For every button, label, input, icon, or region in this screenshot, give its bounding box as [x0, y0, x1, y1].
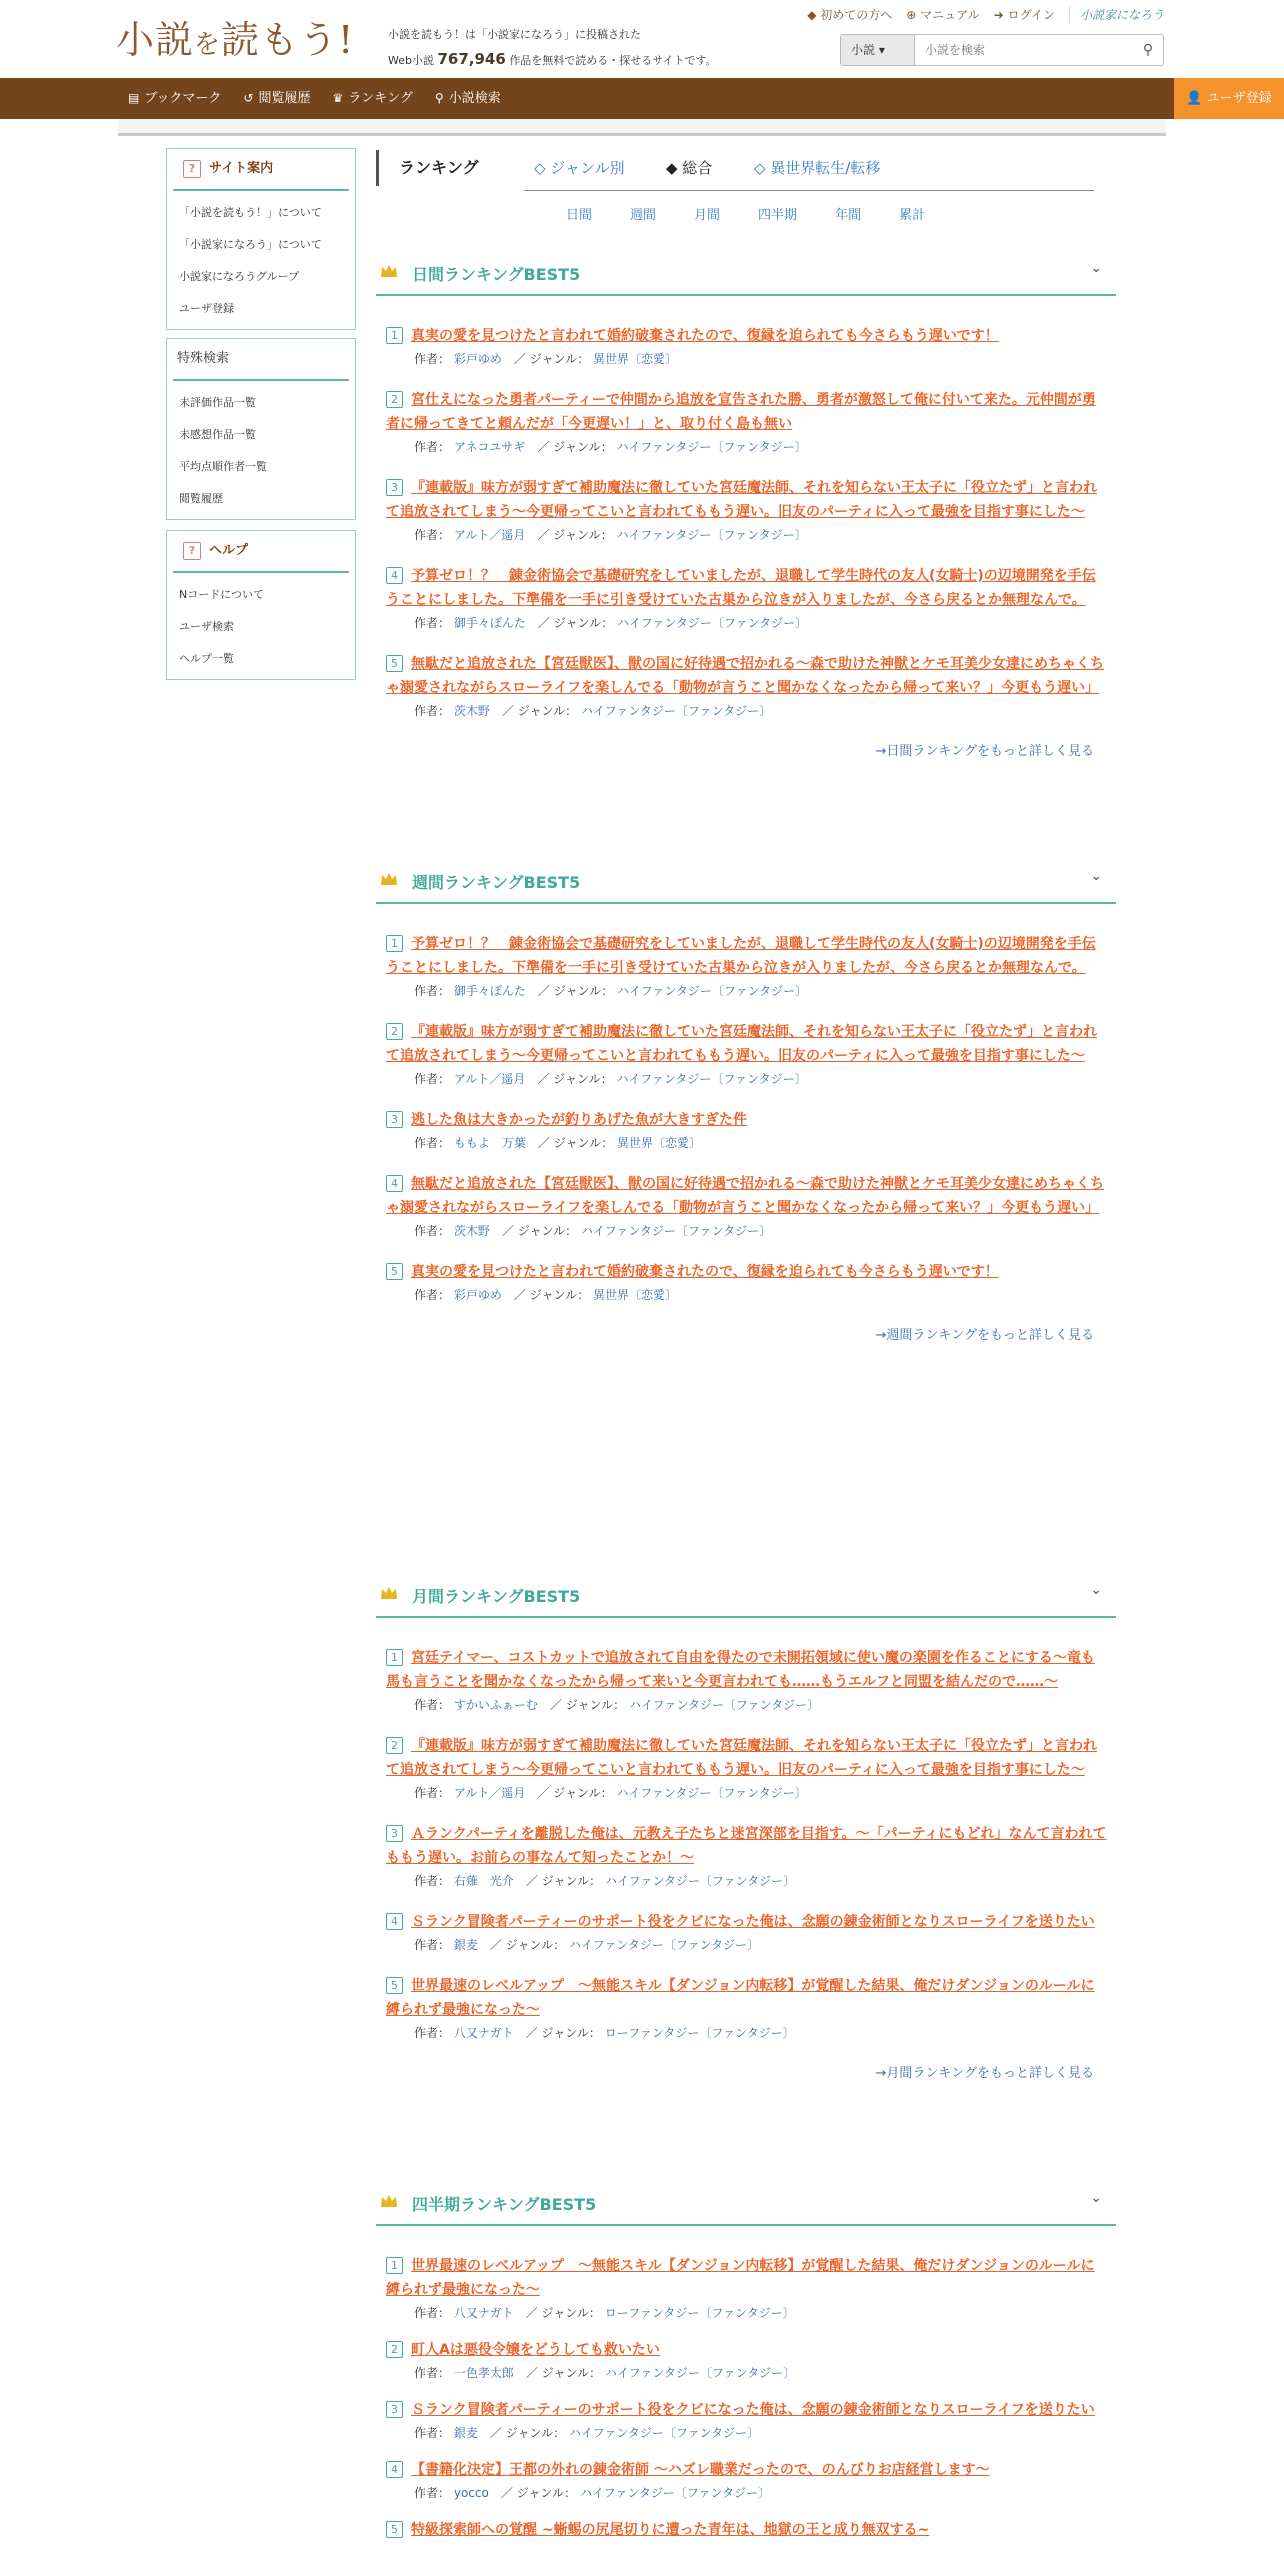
- section-title: 週間ランキングBEST5: [412, 873, 581, 892]
- rank-number: 3: [386, 1825, 403, 1842]
- ranking-entry: [386, 564, 1108, 634]
- period-tab-monthly[interactable]: 月間: [694, 208, 721, 223]
- ranking-entry: [386, 932, 1108, 1002]
- author-link[interactable]: 銀麦: [453, 1938, 478, 1952]
- history-icon: ↺: [243, 91, 254, 105]
- genre-link[interactable]: ハイファンタジー〔ファンタジー〕: [616, 616, 808, 630]
- question-icon: ?: [183, 160, 201, 178]
- sidebar-help: [166, 530, 356, 680]
- author-link[interactable]: アルト／遥月: [453, 528, 526, 542]
- entry-meta: 作者： 彩戸ゆめ ／ ジャンル： 異世界〔恋愛〕: [414, 352, 677, 366]
- entry-meta: 作者： ももよ 万葉 ／ ジャンル： 異世界〔恋愛〕: [414, 1136, 701, 1150]
- tab-isekai[interactable]: ◇ 異世界転生/転移: [754, 159, 881, 177]
- ranking-entry: [386, 1260, 1108, 1306]
- section-header[interactable]: [376, 1576, 1116, 1618]
- author-link[interactable]: 彩戸ゆめ: [453, 352, 502, 366]
- entry-meta: 作者： 銀麦 ／ ジャンル： ハイファンタジー〔ファンタジー〕: [414, 2426, 760, 2440]
- author-link[interactable]: 右薙 光介: [453, 1874, 514, 1888]
- top-links: [807, 6, 1164, 23]
- sidebar-item-user-register[interactable]: ユーザ登録: [179, 302, 234, 315]
- entry-meta: 作者： 八又ナガト ／ ジャンル： ローファンタジー〔ファンタジー〕: [414, 2306, 795, 2320]
- rank-number: 4: [386, 2461, 403, 2478]
- ranking-tabs: [376, 150, 1094, 192]
- entry-meta: 作者： 右薙 光介 ／ ジャンル： ハイファンタジー〔ファンタジー〕: [414, 1874, 796, 1888]
- crown-icon: [380, 1586, 398, 1600]
- rank-number: 3: [386, 1111, 403, 1128]
- novel-title-link[interactable]: 1 予算ゼロ！？ 錬金術協会で基礎研究をしていましたが、退職して学生時代の友人(女騎士)の辺境開発を手伝うことにしました。下準備を一手に引き受けていた古巣から泣きが入りましたが、今さら戻るとか無理なんで。: [386, 936, 1096, 976]
- more-ranking-link[interactable]: →週間ランキングをもっと詳しく見る: [875, 1328, 1094, 1343]
- sidebar-site-guide: [166, 148, 356, 330]
- author-link[interactable]: 茨木野: [453, 704, 490, 718]
- ranking-entry: [386, 324, 1108, 370]
- sidebar-item-help-list[interactable]: ヘルプ一覧: [179, 652, 234, 665]
- author-link[interactable]: 一色孝太郎: [453, 2366, 514, 2380]
- genre-link[interactable]: ハイファンタジー〔ファンタジー〕: [616, 984, 808, 998]
- sidebar-item-ncode[interactable]: Nコードについて: [179, 588, 265, 601]
- ranking-section-daily: [376, 254, 1116, 759]
- novel-title-link[interactable]: 2 町人Aは悪役令嬢をどうしても救いたい: [386, 2338, 1108, 2362]
- period-tab-total[interactable]: 累計: [899, 208, 926, 223]
- entry-meta: 作者： 銀麦 ／ ジャンル： ハイファンタジー〔ファンタジー〕: [414, 1938, 760, 1952]
- genre-link[interactable]: ローファンタジー〔ファンタジー〕: [604, 2306, 795, 2320]
- ranking-entry: [386, 2458, 1108, 2504]
- sidebar-special-search: [166, 338, 356, 520]
- genre-link[interactable]: ハイファンタジー〔ファンタジー〕: [604, 1874, 796, 1888]
- genre-link[interactable]: 異世界〔恋愛〕: [592, 352, 677, 366]
- entry-meta: 作者： yocco ／ ジャンル： ハイファンタジー〔ファンタジー〕: [414, 2486, 771, 2500]
- chevron-down-icon[interactable]: ⌄: [1090, 868, 1102, 884]
- author-link[interactable]: アネコユサギ: [453, 440, 526, 454]
- sidebar-item-about-narou[interactable]: 「小説家になろう」について: [179, 238, 322, 251]
- rank-number: 1: [386, 2257, 403, 2274]
- nav-bar: [0, 78, 1284, 119]
- search-input[interactable]: [915, 35, 1133, 65]
- rank-number: 5: [386, 1263, 403, 1280]
- novel-title-link[interactable]: 1 世界最速のレベルアップ ～無能スキル【ダンジョン内転移】が覚醒した結果、俺だけダンジョンのルールに縛られず最強になった～: [386, 2258, 1095, 2298]
- bookmark-icon: ▤: [128, 91, 140, 105]
- nav-bookmark[interactable]: ▤ ブックマーク: [128, 91, 222, 106]
- author-link[interactable]: 御手々ぽんた: [453, 984, 526, 998]
- sidebar-item-unrated[interactable]: 未評価作品一覧: [179, 396, 256, 409]
- rank-number: 3: [386, 2401, 403, 2418]
- entry-meta: 作者： アネコユサギ ／ ジャンル： ハイファンタジー〔ファンタジー〕: [414, 440, 807, 454]
- site-header: [0, 0, 1284, 78]
- genre-link[interactable]: ローファンタジー〔ファンタジー〕: [604, 2026, 795, 2040]
- rank-number: 1: [386, 327, 403, 344]
- more-ranking-link[interactable]: →日間ランキングをもっと詳しく見る: [875, 744, 1094, 759]
- section-title: 四半期ランキングBEST5: [412, 2195, 597, 2214]
- period-tab-yearly[interactable]: 年間: [835, 208, 862, 223]
- author-link[interactable]: アルト／遥月: [453, 1072, 526, 1086]
- novel-title-link[interactable]: 3 Ａランクパーティを離脱した俺は、元教え子たちと迷宮深部を目指す。～「パーティにもどれ」なんて言われてももう遅い。お前らの事なんて知ったことか！～: [386, 1826, 1107, 1866]
- crown-icon: ♛: [332, 91, 344, 105]
- section-title: 日間ランキングBEST5: [412, 265, 581, 284]
- sidebar-item-narou-group[interactable]: 小説家になろうグループ: [179, 270, 300, 283]
- novel-count: 767,946: [437, 50, 506, 68]
- author-link[interactable]: ももよ 万葉: [453, 1136, 526, 1150]
- ranking-section-weekly: [376, 862, 1116, 1343]
- entry-meta: 作者： 茨木野 ／ ジャンル： ハイファンタジー〔ファンタジー〕: [414, 704, 772, 718]
- genre-link[interactable]: ハイファンタジー〔ファンタジー〕: [616, 528, 807, 542]
- novel-title-link[interactable]: 1 宮廷テイマー、コストカットで追放されて自由を得たので未開拓領域に使い魔の楽園を作ることにする～竜も馬も言うことを聞かなくなったから帰って来いと今更言われても……もうエルフと同盟を結んだので……～: [386, 1650, 1095, 1690]
- chevron-down-icon[interactable]: ⌄: [1090, 2190, 1102, 2206]
- beginner-link[interactable]: ◆ 初めての方へ: [807, 8, 893, 22]
- question-icon: ?: [183, 542, 201, 560]
- entry-meta: 作者： アルト／遥月 ／ ジャンル： ハイファンタジー〔ファンタジー〕: [414, 1786, 807, 1800]
- ranking-entry: [386, 652, 1108, 722]
- ranking-section-quarterly: [376, 2184, 1116, 2556]
- section-title: 月間ランキングBEST5: [412, 1587, 581, 1606]
- ranking-entry: [386, 2518, 1108, 2542]
- entry-meta: 作者： アルト／遥月 ／ ジャンル： ハイファンタジー〔ファンタジー〕: [414, 528, 807, 542]
- ranking-entry: [386, 2398, 1108, 2444]
- rank-number: 3: [386, 479, 403, 496]
- author-link[interactable]: 彩戸ゆめ: [453, 1288, 502, 1302]
- tab-genre[interactable]: ◇ ジャンル別: [534, 159, 625, 177]
- rank-number: 5: [386, 655, 403, 672]
- genre-link[interactable]: ハイファンタジー〔ファンタジー〕: [579, 2486, 771, 2500]
- rank-number: 2: [386, 1023, 403, 1040]
- author-link[interactable]: すかいふぁーむ: [453, 1698, 538, 1712]
- period-tab-weekly[interactable]: 週間: [630, 208, 657, 223]
- more-ranking-link[interactable]: →月間ランキングをもっと詳しく見る: [875, 2066, 1094, 2081]
- genre-link[interactable]: ハイファンタジー〔ファンタジー〕: [616, 1072, 807, 1086]
- section-header[interactable]: [376, 2184, 1116, 2226]
- novel-title-link[interactable]: 5 真実の愛を見つけたと言われて婚約破棄されたので、復縁を迫られても今さらもう遅いです！: [386, 1260, 1108, 1284]
- novel-title-link[interactable]: 3 逃した魚は大きかったが釣りあげた魚が大きすぎた件: [386, 1108, 1108, 1132]
- ranking-entry: [386, 1974, 1108, 2044]
- tab-total[interactable]: ◆ 総合: [666, 159, 713, 177]
- ranking-entry: [386, 1822, 1108, 1892]
- genre-link[interactable]: 異世界〔恋愛〕: [616, 1136, 701, 1150]
- novel-title-link[interactable]: 5 特級探索師への覚醒 ~蜥蜴の尻尾切りに遭った青年は、地獄の王と成り無双する~: [386, 2518, 1108, 2542]
- rank-number: 1: [386, 935, 403, 952]
- novel-title-link[interactable]: 5 無駄だと追放された【宮廷獣医】、獣の国に好待遇で招かれる～森で助けた神獣とケモ耳美少女達にめちゃくちゃ溺愛されながらスローライフを楽しんでる「動物が言うこと聞かなくなったから帰って来い？」今更もう遅い」: [386, 656, 1104, 696]
- author-link[interactable]: 八又ナガト: [453, 2026, 514, 2040]
- genre-link[interactable]: ハイファンタジー〔ファンタジー〕: [568, 1938, 760, 1952]
- entry-meta: 作者： 御手々ぽんた ／ ジャンル： ハイファンタジー〔ファンタジー〕: [414, 984, 808, 998]
- genre-link[interactable]: ハイファンタジー〔ファンタジー〕: [616, 1786, 807, 1800]
- sidebar-item-avg-authors[interactable]: 平均点順作者一覧: [179, 460, 267, 473]
- narou-brand-link[interactable]: 小説家になろう: [1069, 6, 1164, 23]
- search-icon[interactable]: ⚲: [1142, 42, 1154, 58]
- user-register-button[interactable]: 👤 ユーザ登録: [1174, 78, 1284, 119]
- ranking-entry: [386, 476, 1108, 546]
- genre-link[interactable]: 異世界〔恋愛〕: [592, 1288, 677, 1302]
- search-icon: ⚲: [434, 91, 444, 105]
- sidebar-heading: ? ヘルプ: [173, 531, 349, 573]
- rank-number: 2: [386, 391, 403, 408]
- search-category-select[interactable]: 小説 ▾: [841, 35, 915, 65]
- rank-number: 2: [386, 2341, 403, 2358]
- nav-ranking[interactable]: ♛ ランキング: [332, 91, 413, 106]
- ranking-entry: [386, 1020, 1108, 1090]
- sidebar-item-no-review[interactable]: 未感想作品一覧: [179, 428, 256, 441]
- user-icon: 👤: [1186, 91, 1203, 106]
- chevron-down-icon[interactable]: ⌄: [1090, 1582, 1102, 1598]
- novel-title-link[interactable]: 2 『連載版』味方が弱すぎて補助魔法に徹していた宮廷魔法師、それを知らない王太子に「役立たず」と言われて追放されてしまう〜今更帰ってこいと言われてももう遅い。旧友のパーティに入って最強を目指す事にした〜: [386, 1024, 1097, 1064]
- chevron-down-icon[interactable]: ⌄: [1090, 260, 1102, 276]
- ranking-entry: [386, 388, 1108, 458]
- entry-meta: 作者： 一色孝太郎 ／ ジャンル： ハイファンタジー〔ファンタジー〕: [414, 2366, 796, 2380]
- crown-icon: [380, 264, 398, 278]
- author-link[interactable]: 銀麦: [453, 2426, 478, 2440]
- period-tab-quarterly[interactable]: 四半期: [758, 208, 798, 223]
- novel-title-link[interactable]: 4 【書籍化決定】王都の外れの錬金術師 ～ハズレ職業だったので、のんびりお店経営します～: [386, 2458, 1108, 2482]
- ranking-entry: [386, 1646, 1108, 1716]
- entry-meta: 作者： 茨木野 ／ ジャンル： ハイファンタジー〔ファンタジー〕: [414, 1224, 772, 1238]
- novel-title-link[interactable]: 2 『連載版』味方が弱すぎて補助魔法に徹していた宮廷魔法師、それを知らない王太子に「役立たず」と言われて追放されてしまう〜今更帰ってこいと言われてももう遅い。旧友のパーティに入って最強を目指す事にした〜: [386, 1738, 1097, 1778]
- site-logo[interactable]: 小説を読もう!: [116, 18, 355, 62]
- section-header[interactable]: [376, 862, 1116, 904]
- novel-title-link[interactable]: 4 無駄だと追放された【宮廷獣医】、獣の国に好待遇で招かれる～森で助けた神獣とケモ耳美少女達にめちゃくちゃ溺愛されながらスローライフを楽しんでる「動物が言うこと聞かなくなったから帰って来い？」今更もう遅い」: [386, 1176, 1104, 1216]
- sidebar-item-history[interactable]: 閲覧履歴: [179, 492, 223, 505]
- entry-meta: 作者： アルト／遥月 ／ ジャンル： ハイファンタジー〔ファンタジー〕: [414, 1072, 807, 1086]
- period-tab-daily[interactable]: 日間: [566, 208, 593, 223]
- genre-link[interactable]: ハイファンタジー〔ファンタジー〕: [604, 2366, 796, 2380]
- novel-title-link[interactable]: 4 Ｓランク冒険者パーティーのサポート役をクビになった俺は、念願の錬金術師となりスローライフを送りたい: [386, 1910, 1108, 1934]
- search-box: [840, 34, 1164, 66]
- rank-number: 4: [386, 567, 403, 584]
- novel-title-link[interactable]: 4 予算ゼロ！？ 錬金術協会で基礎研究をしていましたが、退職して学生時代の友人(女騎士)の辺境開発を手伝うことにしました。下準備を一手に引き受けていた古巣から泣きが入りましたが、今さら戻るとか無理なんで。: [386, 568, 1096, 608]
- rank-number: 5: [386, 1977, 403, 1994]
- ranking-entry: [386, 1910, 1108, 1956]
- entry-meta: 作者： すかいふぁーむ ／ ジャンル： ハイファンタジー〔ファンタジー〕: [414, 1698, 820, 1712]
- entry-meta: 作者： 御手々ぽんた ／ ジャンル： ハイファンタジー〔ファンタジー〕: [414, 616, 808, 630]
- sidebar-heading: ? サイト案内: [173, 149, 349, 191]
- genre-link[interactable]: ハイファンタジー〔ファンタジー〕: [568, 2426, 760, 2440]
- sidebar-item-about-yomou[interactable]: 「小説を読もう！」について: [179, 206, 322, 219]
- entry-meta: 作者： 八又ナガト ／ ジャンル： ローファンタジー〔ファンタジー〕: [414, 2026, 795, 2040]
- novel-title-link[interactable]: 3 『連載版』味方が弱すぎて補助魔法に徹していた宮廷魔法師、それを知らない王太子に「役立たず」と言われて追放されてしまう〜今更帰ってこいと言われてももう遅い。旧友のパーティに入って最強を目指す事にした〜: [386, 480, 1097, 520]
- genre-link[interactable]: ハイファンタジー〔ファンタジー〕: [580, 704, 772, 718]
- ranking-entry: [386, 1108, 1108, 1154]
- sidebar-item-user-search[interactable]: ユーザ検索: [179, 620, 234, 633]
- ranking-title: ランキング: [376, 150, 488, 186]
- ranking-section-monthly: [376, 1576, 1116, 2081]
- entry-meta: 作者： 彩戸ゆめ ／ ジャンル： 異世界〔恋愛〕: [414, 1288, 677, 1302]
- nav-search[interactable]: ⚲ 小説検索: [434, 91, 501, 106]
- novel-title-link[interactable]: 2 宮仕えになった勇者パーティーで仲間から追放を宣告された勝、勇者が激怒して俺に付いて来た。元仲間が勇者に帰ってきてと頼んだが「今更遅い！」と、取り付く島も無い: [386, 392, 1096, 432]
- section-header[interactable]: [376, 254, 1116, 296]
- author-link[interactable]: 御手々ぽんた: [453, 616, 526, 630]
- ranking-entry: [386, 2338, 1108, 2384]
- author-link[interactable]: yocco: [453, 2486, 489, 2500]
- novel-title-link[interactable]: 1 真実の愛を見つけたと言われて婚約破棄されたので、復縁を迫られても今さらもう遅いです！: [386, 324, 1108, 348]
- rank-number: 5: [386, 2521, 403, 2538]
- rank-number: 1: [386, 1649, 403, 1666]
- rank-number: 4: [386, 1913, 403, 1930]
- manual-link[interactable]: ⊕ マニュアル: [906, 8, 980, 22]
- chevron-down-icon: ▾: [878, 43, 885, 57]
- crown-icon: [380, 2194, 398, 2208]
- author-link[interactable]: 茨木野: [453, 1224, 490, 1238]
- genre-link[interactable]: ハイファンタジー〔ファンタジー〕: [628, 1698, 820, 1712]
- tabs-underline: [524, 190, 1094, 191]
- author-link[interactable]: 八又ナガト: [453, 2306, 514, 2320]
- ranking-entry: [386, 2254, 1108, 2324]
- rank-number: 4: [386, 1175, 403, 1192]
- ranking-entry: [386, 1734, 1108, 1804]
- genre-link[interactable]: ハイファンタジー〔ファンタジー〕: [616, 440, 807, 454]
- nav-history[interactable]: ↺ 閲覧履歴: [243, 91, 311, 106]
- period-tabs: [566, 204, 963, 223]
- ranking-entry: [386, 1172, 1108, 1242]
- sidebar-heading: 特殊検索: [173, 339, 349, 381]
- novel-title-link[interactable]: 3 Ｓランク冒険者パーティーのサポート役をクビになった俺は、念願の錬金術師となりスローライフを送りたい: [386, 2398, 1108, 2422]
- site-description: 小説を読もう！は「小説家になろう」に投稿された Web小説 767,946 作品を無料で読める・探せるサイトです。: [388, 28, 717, 68]
- login-link[interactable]: ➜ ログイン: [993, 8, 1055, 22]
- genre-link[interactable]: ハイファンタジー〔ファンタジー〕: [580, 1224, 772, 1238]
- novel-title-link[interactable]: 5 世界最速のレベルアップ ～無能スキル【ダンジョン内転移】が覚醒した結果、俺だけダンジョンのルールに縛られず最強になった～: [386, 1978, 1095, 2018]
- author-link[interactable]: アルト／遥月: [453, 1786, 526, 1800]
- crown-icon: [380, 872, 398, 886]
- rank-number: 2: [386, 1737, 403, 1754]
